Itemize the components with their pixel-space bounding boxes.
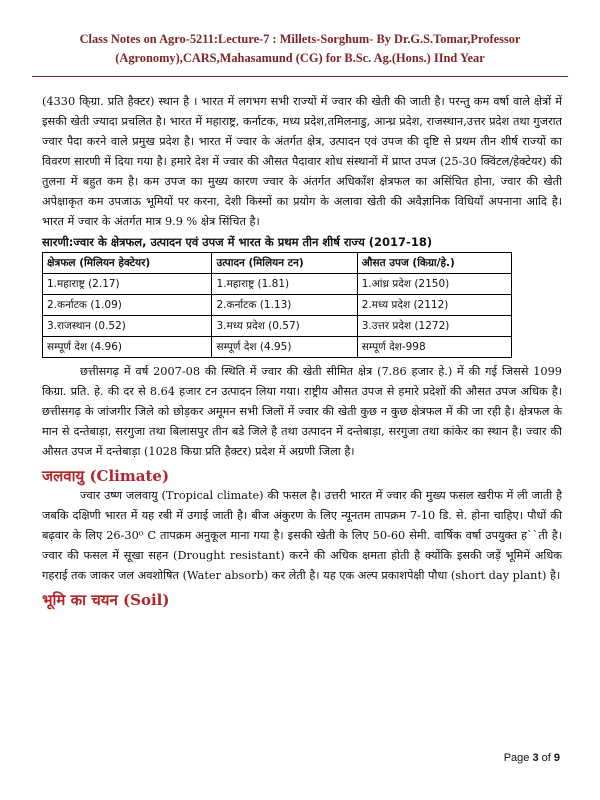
page-label: Page [503, 752, 533, 764]
table-row [43, 337, 512, 358]
table-cell: 3.राजस्थान (0.52) [43, 316, 212, 337]
table-row [43, 316, 512, 337]
table-header-cell: उत्पादन (मिलियन टन) [212, 253, 357, 274]
header-divider [32, 76, 568, 77]
page-header [40, 30, 560, 68]
table-cell: 1.आंध्र प्रदेश (2150) [357, 274, 511, 295]
page-number: 3 [532, 752, 539, 764]
section-title-soil: भूमि का चयन (Soil) [42, 591, 170, 609]
table-cell: 2.कर्नाटक (1.13) [212, 295, 357, 316]
table-row [43, 274, 512, 295]
table-cell: 2.कर्नाटक (1.09) [43, 295, 212, 316]
chhattisgarh-paragraph [42, 362, 562, 462]
table-cell: 3.उत्तर प्रदेश (1272) [357, 316, 511, 337]
table-row [43, 295, 512, 316]
page-footer [504, 752, 560, 764]
table-header-cell: औसत उपज (किग्रा/हे.) [357, 253, 511, 274]
paragraph-text: ज्वार उष्ण जलवायु (Tropical climate) की फसल है। उत्तरी भारत में ज्वार की मुख्य फसल खरीफ में ली जाती है जबकि दक्षिणी भारत में यह रबी में उगाई जाती है। बीज अंकुरण के लिए न्यूनतम तापक्रम 7-10 डि. से. होना चाहिए। पौधों की बढ़वार के लिए 26-30⁰ C तापक्रम अनुकूल माना गया है। इसकी खेती के लिए 50-60 सेमी. वार्षिक वर्षा उपयुक्त ह``ती है। ज्वार की फसल में सूखा सहन (Drought resistant) करने की अधिक क्षमता होती है क्योंकि इसकी जड़ें भूमिमें अधिक गहराई तक जाकर जल अवशोषित (Water absorb) कर लेती है। यह एक अल्प प्रकाशपेक्षी पौधा (short day plant) है। [42, 489, 562, 582]
paragraph-text: छत्तीसगढ़ में वर्ष 2007-08 की स्थिति में ज्वार की खेती सीमित क्षेत्र (7.86 हजार हे.) में की गई जिससे 1099 किग्रा. प्रति. हे. की दर से 8.64 हजार टन उत्पादन लिया गया। राष्ट्रीय औसत उपज से हमारे प्रदेशों की औसत उपज अधिक है। छत्तीसगढ़ के जांजगीर जिले को छोड़कर अमूमन सभी जिलों में ज्वार की खेती कुछ न कुछ क्षेत्रफल में की जा रही है। क्षेत्रफल के मान से दन्तेबाड़ा, सरगुजा तथा बिलासपुर तीन बडे जिले है तथा उत्पादन में दन्तेबाड़ा, सरगुजा तथा कांकेर का स्थान है। ज्वार की औसत उपज में दन्तेबाड़ा (1028 किग्रा प्रति हैक्टर) प्रदेश में अग्रणी जिला है। [42, 365, 562, 458]
table-cell: सम्पूर्ण देश (4.95) [212, 337, 357, 358]
section-title-climate: जलवायु (Climate) [42, 467, 170, 485]
header-line-1: Class Notes on Agro-5211:Lecture-7 : Millets-Sorghum- By Dr.G.S.Tomar,Professor [79, 32, 521, 46]
page-total: 9 [553, 752, 560, 764]
page-content [42, 92, 562, 610]
intro-paragraph [42, 92, 562, 232]
table-cell: 1.महाराष्ट्र (2.17) [43, 274, 212, 295]
header-line-2: (Agronomy),CARS,Mahasamund (CG) for B.Sc. Ag.(Hons.) IInd Year [115, 51, 485, 65]
paragraph-text: (4330 कि्ग्रा. प्रति हैक्टर) स्थान है । भारत में लगभग सभी राज्यों में ज्वार की खेती की जाती है। परन्तु कम वर्षा वाले क्षेत्रों में इसकी खेती ज्यादा प्रचलित है। भारत में महाराष्ट्र, कर्नाटक, मध्य प्रदेश,तमिलनाडु, आन्ध्र प्रदेश, राजस्थान,उत्तर प्रदेश तथा गुजरात ज्वार पैदा करने वाले प्रमुख प्रदेश है। भारत में ज्वार के अंतर्गत क्षेत्र, उत्पादन एवं उपज की दृष्टि से प्रथम तीन शीर्ष राज्यों का विवरण सारणी में दिया गया है। हमारे देश में ज्वार की औसत पैदावार शोध संस्थानों में प्राप्त उपज (25-30 क्विंटल/हेक्टेयर) की तुलना में बहुत कम है। कम उपज का मुख्य कारण ज्वार के अंतर्गत अधिकाँश क्षेत्रफल का असिंचित होना, ज्वार की खेती अपेक्षाकृत कम उपजाऊ भूमियों पर करना, देशी किस्मों का प्रयोग के अलावा खेती की अवैज्ञानिक विधियाँ अपनाना आदि है। भारत में ज्वार के अंतर्गत मात्र 9.9 % क्षेत्र सिंचित है। [42, 95, 562, 228]
climate-paragraph [42, 486, 562, 586]
page-of: of [538, 752, 554, 764]
table-cell: 1.महाराष्ट्र (1.81) [212, 274, 357, 295]
table-cell: 2.मध्य प्रदेश (2112) [357, 295, 511, 316]
table-cell: 3.मध्य प्रदेश (0.57) [212, 316, 357, 337]
sorghum-states-table [42, 252, 512, 358]
table-caption: सारणी:ज्वार के क्षेत्रफल, उत्पादन एवं उपज में भारत के प्रथम तीन शीर्ष राज्य (2017-18) [42, 235, 433, 249]
table-cell: सम्पूर्ण देश (4.96) [43, 337, 212, 358]
table-header-row [43, 253, 512, 274]
table-header-cell: क्षेत्रफल (मिलियन हेक्टेयर) [43, 253, 212, 274]
table-cell: सम्पूर्ण देश-998 [357, 337, 511, 358]
